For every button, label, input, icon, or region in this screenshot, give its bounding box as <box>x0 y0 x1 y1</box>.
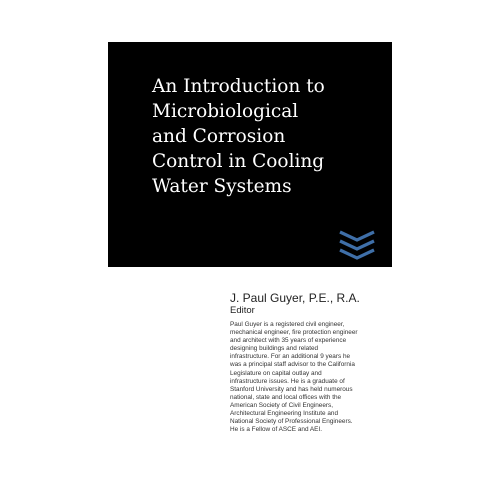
bio-line: National Society of Professional Engineers. <box>230 418 353 426</box>
bio-line: Paul Guyer is a registered civil engineer, <box>230 321 345 328</box>
bio-line: American Society of Civil Engineers, <box>230 401 334 409</box>
bio-line: and architect with 35 years of experience <box>230 337 347 345</box>
book-title <box>152 74 382 199</box>
bio-line: infrastructure. For an additional 9 years he <box>230 353 351 361</box>
bio-line: Stanford University and has held numerous <box>230 385 353 393</box>
author-role: Editor <box>230 305 255 316</box>
title-line: Water Systems <box>152 176 292 197</box>
title-line: Microbiological <box>152 101 299 122</box>
bio-line: Legislature on capital outlay and <box>230 369 322 377</box>
author-bio <box>230 321 400 434</box>
title-line: and Corrosion <box>152 126 286 147</box>
title-line: An Introduction to <box>152 76 325 97</box>
bio-line: He is a Fellow of ASCE and AEI. <box>230 426 322 434</box>
bio-line: Architectural Engineering Institute and <box>230 410 338 418</box>
triple-chevron-down-icon <box>338 229 376 261</box>
title-line: Control in Cooling <box>152 151 325 172</box>
bio-line: mechanical engineer, fire protection engineer <box>230 329 358 337</box>
bio-line: was a principal staff advisor to the California <box>230 361 355 369</box>
bio-line: designing buildings and related <box>230 345 319 353</box>
bio-line: national, state and local offices with the <box>230 393 342 401</box>
author-name: J. Paul Guyer, P.E., R.A. <box>230 291 360 305</box>
bio-line: infrastructure issues. He is a graduate of <box>230 377 345 385</box>
